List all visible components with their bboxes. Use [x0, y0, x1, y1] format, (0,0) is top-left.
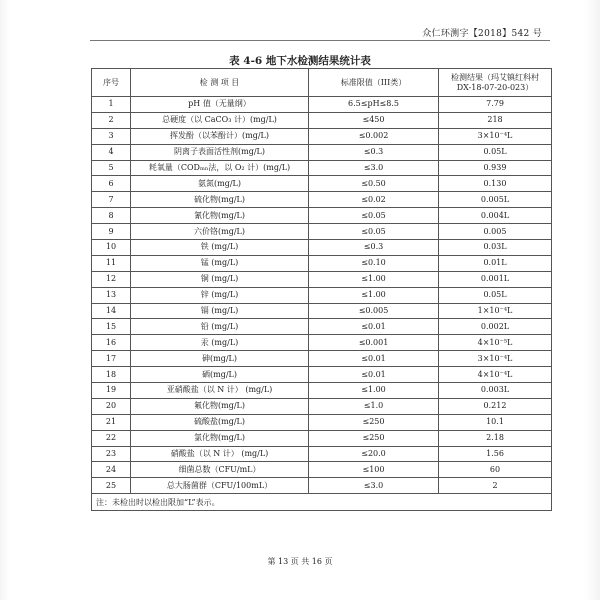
- cell-seq: 17: [92, 351, 131, 367]
- table-row: [92, 224, 552, 240]
- cell-result: 0.05L: [439, 144, 552, 160]
- cell-item: 总硬度（以 CaCO₃ 计）(mg/L): [131, 112, 309, 128]
- table-row: [92, 144, 552, 160]
- cell-limit: ≤0.05: [309, 224, 439, 240]
- cell-limit: ≤20.0: [309, 446, 439, 462]
- cell-result: 3×10⁻⁴L: [439, 351, 552, 367]
- cell-seq: 19: [92, 383, 131, 399]
- table-title: 表 4-6 地下水检测结果统计表: [229, 55, 371, 67]
- cell-result: 7.79: [439, 97, 552, 113]
- cell-result: 60: [439, 462, 552, 478]
- cell-result: 0.004L: [439, 208, 552, 224]
- table-row: [92, 192, 552, 208]
- table-row: [92, 271, 552, 287]
- cell-result: 4×10⁻⁵L: [439, 335, 552, 351]
- cell-item: 铁 (mg/L): [131, 240, 309, 256]
- cell-seq: 3: [92, 128, 131, 144]
- col-header-result-line1: 检测结果（玛艾镇红科村: [451, 72, 539, 82]
- cell-seq: 8: [92, 208, 131, 224]
- cell-limit: ≤0.01: [309, 319, 439, 335]
- col-header-item: 检 测 项 目: [131, 69, 309, 97]
- cell-item: 硫酸盐(mg/L): [131, 414, 309, 430]
- cell-item: 砷(mg/L): [131, 351, 309, 367]
- header-rule: [90, 40, 550, 41]
- table-row: [92, 287, 552, 303]
- table-row: [92, 319, 552, 335]
- cell-item: 六价铬(mg/L): [131, 224, 309, 240]
- table-row: [92, 478, 552, 494]
- cell-item: 氯化物(mg/L): [131, 430, 309, 446]
- report-number: 众仁环测字【2018】542 号: [422, 29, 542, 39]
- cell-result: 0.212: [439, 398, 552, 414]
- cell-result: 0.05L: [439, 287, 552, 303]
- table-note: 注：未检出时以检出限加“L”表示。: [92, 494, 552, 511]
- table-row: [92, 398, 552, 414]
- table-row: [92, 462, 552, 478]
- cell-result: 3×10⁻⁴L: [439, 128, 552, 144]
- cell-limit: ≤0.02: [309, 192, 439, 208]
- cell-limit: ≤450: [309, 112, 439, 128]
- cell-result: 10.1: [439, 414, 552, 430]
- cell-result: 0.130: [439, 176, 552, 192]
- table-row: [92, 335, 552, 351]
- table-row: [92, 446, 552, 462]
- cell-item: 汞 (mg/L): [131, 335, 309, 351]
- cell-limit: 6.5≤pH≤8.5: [309, 97, 439, 113]
- cell-item: 耗氧量（CODₘₙ法，以 O₂ 计）(mg/L): [131, 160, 309, 176]
- cell-limit: ≤0.001: [309, 335, 439, 351]
- page-footer: 第 13 页 共 16 页: [267, 557, 333, 566]
- cell-seq: 25: [92, 478, 131, 494]
- cell-limit: ≤0.01: [309, 367, 439, 383]
- table-row: [92, 160, 552, 176]
- cell-limit: ≤0.002: [309, 128, 439, 144]
- table-row: [92, 208, 552, 224]
- cell-result: 0.03L: [439, 240, 552, 256]
- cell-seq: 22: [92, 430, 131, 446]
- cell-item: 硒(mg/L): [131, 367, 309, 383]
- cell-limit: ≤0.3: [309, 240, 439, 256]
- cell-result: 0.001L: [439, 271, 552, 287]
- cell-item: 氰化物(mg/L): [131, 208, 309, 224]
- cell-seq: 5: [92, 160, 131, 176]
- table-row: [92, 240, 552, 256]
- cell-seq: 2: [92, 112, 131, 128]
- table-row: [92, 351, 552, 367]
- cell-result: 0.005: [439, 224, 552, 240]
- cell-limit: ≤0.3: [309, 144, 439, 160]
- cell-seq: 10: [92, 240, 131, 256]
- cell-limit: ≤250: [309, 414, 439, 430]
- cell-item: 铜 (mg/L): [131, 271, 309, 287]
- cell-limit: ≤0.05: [309, 208, 439, 224]
- cell-item: 锰 (mg/L): [131, 255, 309, 271]
- cell-limit: ≤1.0: [309, 398, 439, 414]
- cell-result: 1×10⁻⁴L: [439, 303, 552, 319]
- cell-result: 218: [439, 112, 552, 128]
- cell-seq: 15: [92, 319, 131, 335]
- cell-limit: ≤1.00: [309, 271, 439, 287]
- table-header-row: [92, 69, 552, 97]
- cell-seq: 14: [92, 303, 131, 319]
- table-row: [92, 112, 552, 128]
- cell-item: 氨氮(mg/L): [131, 176, 309, 192]
- table-row: [92, 383, 552, 399]
- cell-seq: 4: [92, 144, 131, 160]
- cell-item: 亚硝酸盐（以 N 计） (mg/L): [131, 383, 309, 399]
- table-row: [92, 97, 552, 113]
- cell-limit: ≤250: [309, 430, 439, 446]
- cell-item: 氟化物(mg/L): [131, 398, 309, 414]
- cell-seq: 18: [92, 367, 131, 383]
- cell-seq: 9: [92, 224, 131, 240]
- cell-result: 0.003L: [439, 383, 552, 399]
- cell-seq: 11: [92, 255, 131, 271]
- cell-limit: ≤3.0: [309, 160, 439, 176]
- table-body: [92, 97, 552, 494]
- cell-result: 4×10⁻⁴L: [439, 367, 552, 383]
- col-header-result-line2: DX-18-07-20-023）: [456, 82, 534, 92]
- cell-result: 0.005L: [439, 192, 552, 208]
- col-header-limit: 标准限值（III类）: [309, 69, 439, 97]
- table-row: [92, 255, 552, 271]
- cell-seq: 16: [92, 335, 131, 351]
- cell-item: 硫化物(mg/L): [131, 192, 309, 208]
- cell-seq: 7: [92, 192, 131, 208]
- note-row: [92, 494, 552, 511]
- cell-item: 挥发酚（以苯酚计）(mg/L): [131, 128, 309, 144]
- table-row: [92, 430, 552, 446]
- table-row: [92, 128, 552, 144]
- table-row: [92, 414, 552, 430]
- col-header-result: [439, 69, 552, 97]
- cell-item: pH 值（无量纲）: [131, 97, 309, 113]
- cell-seq: 1: [92, 97, 131, 113]
- cell-result: 2: [439, 478, 552, 494]
- cell-limit: ≤1.00: [309, 287, 439, 303]
- cell-seq: 20: [92, 398, 131, 414]
- table-row: [92, 303, 552, 319]
- cell-result: 0.939: [439, 160, 552, 176]
- table-row: [92, 367, 552, 383]
- cell-item: 锌 (mg/L): [131, 287, 309, 303]
- cell-item: 阴离子表面活性剂(mg/L): [131, 144, 309, 160]
- cell-limit: ≤100: [309, 462, 439, 478]
- cell-limit: ≤0.005: [309, 303, 439, 319]
- cell-item: 总大肠菌群（CFU/100mL）: [131, 478, 309, 494]
- cell-item: 硝酸盐（以 N 计） (mg/L): [131, 446, 309, 462]
- cell-result: 0.01L: [439, 255, 552, 271]
- table-row: [92, 176, 552, 192]
- cell-result: 2.18: [439, 430, 552, 446]
- cell-result: 1.56: [439, 446, 552, 462]
- cell-limit: ≤0.50: [309, 176, 439, 192]
- cell-item: 细菌总数（CFU/mL）: [131, 462, 309, 478]
- cell-seq: 6: [92, 176, 131, 192]
- cell-seq: 24: [92, 462, 131, 478]
- cell-seq: 21: [92, 414, 131, 430]
- groundwater-results-table: [91, 68, 552, 511]
- cell-item: 镉 (mg/L): [131, 303, 309, 319]
- cell-limit: ≤0.01: [309, 351, 439, 367]
- cell-item: 铅 (mg/L): [131, 319, 309, 335]
- cell-seq: 23: [92, 446, 131, 462]
- cell-limit: ≤1.00: [309, 383, 439, 399]
- cell-result: 0.002L: [439, 319, 552, 335]
- col-header-seq: 序号: [92, 69, 131, 97]
- cell-seq: 13: [92, 287, 131, 303]
- cell-limit: ≤3.0: [309, 478, 439, 494]
- cell-limit: ≤0.10: [309, 255, 439, 271]
- cell-seq: 12: [92, 271, 131, 287]
